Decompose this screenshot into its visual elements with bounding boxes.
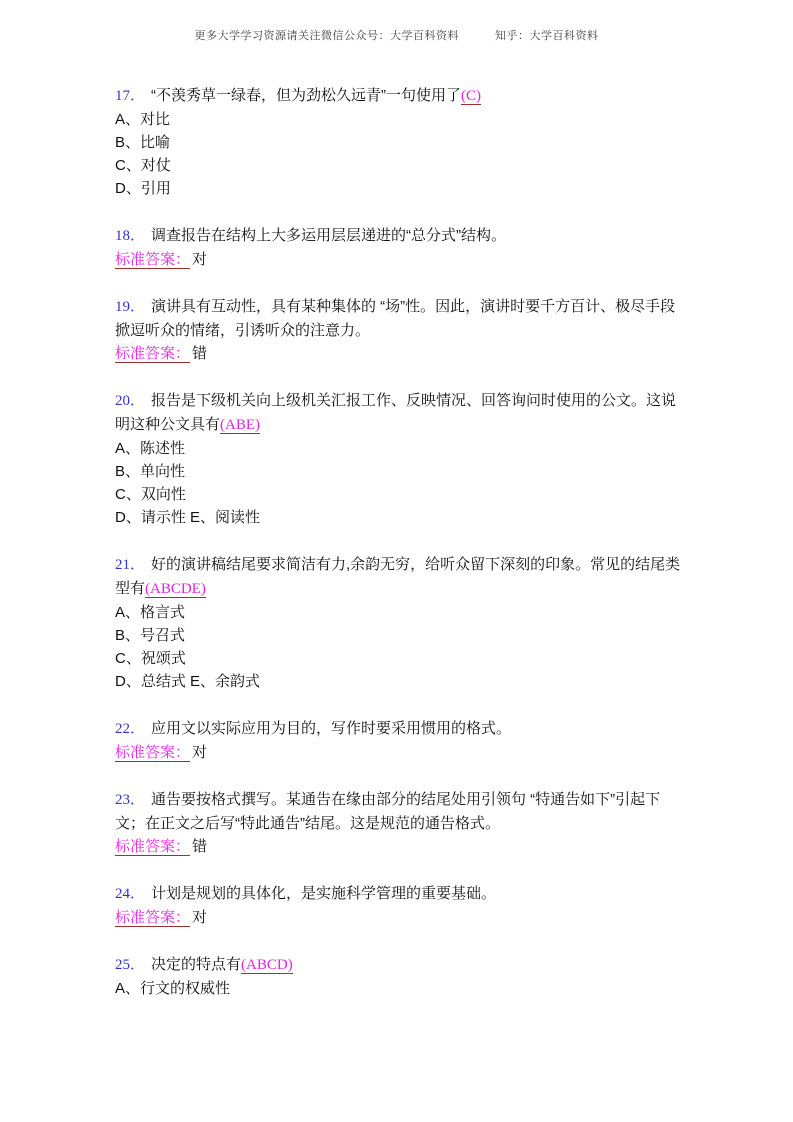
inline-answer-key: (C) bbox=[461, 88, 482, 104]
question-text: 报告是下级机关向上级机关汇报工作、反映情况、回答询问时使用的公文。这说明这种公文具有 bbox=[115, 392, 677, 433]
question-block bbox=[115, 295, 687, 365]
header-zhihu-text: 知乎：大学百科资料 bbox=[495, 30, 599, 42]
question-block bbox=[115, 84, 687, 200]
question-text: 演讲具有互动性，具有某种集体的 “场”性。因此，演讲时要千方百计、极尽手段掀逗听众的情绪，引诱听众的注意力。 bbox=[115, 298, 676, 339]
question-text: 调查报告在结构上大多运用层层递进的“总分式”结构。 bbox=[151, 227, 507, 244]
option-line: C、祝颂式 bbox=[115, 650, 186, 667]
standard-answer-value: 错 bbox=[192, 838, 208, 855]
questions-container bbox=[115, 84, 687, 1000]
question-block bbox=[115, 953, 687, 1000]
inline-answer-key: (ABE) bbox=[220, 417, 261, 433]
option-line: D、总结式 E、余韵式 bbox=[115, 673, 261, 690]
standard-answer-line bbox=[115, 835, 687, 858]
question-stem-line bbox=[115, 788, 687, 835]
option-line: C、双向性 bbox=[115, 486, 186, 503]
question-stem-line bbox=[115, 553, 687, 601]
header-promo-text: 更多大学学习资源请关注微信公众号：大学百科资料 bbox=[194, 30, 459, 42]
standard-answer-line bbox=[115, 741, 687, 764]
question-text: 计划是规划的具体化，是实施科学管理的重要基础。 bbox=[151, 885, 497, 902]
standard-answer-value: 对 bbox=[192, 744, 208, 761]
question-number: 24． bbox=[115, 886, 146, 902]
question-block bbox=[115, 224, 687, 271]
option-line: A、格言式 bbox=[115, 604, 186, 621]
option-line: A、对比 bbox=[115, 111, 171, 128]
option-line: B、单向性 bbox=[115, 463, 186, 480]
question-stem-line bbox=[115, 84, 687, 108]
standard-answer-line bbox=[115, 248, 687, 271]
standard-answer-value: 对 bbox=[192, 909, 208, 926]
question-number: 18． bbox=[115, 228, 146, 244]
standard-answer-label: 标准答案： bbox=[115, 838, 191, 855]
option-line: A、陈述性 bbox=[115, 440, 186, 457]
option-line: D、请示性 E、阅读性 bbox=[115, 509, 261, 526]
question-block bbox=[115, 788, 687, 858]
inline-answer-key: (ABCDE) bbox=[145, 581, 206, 597]
standard-answer-label: 标准答案： bbox=[115, 909, 191, 926]
question-stem-line bbox=[115, 882, 687, 906]
option-line: C、对仗 bbox=[115, 157, 171, 174]
question-block bbox=[115, 717, 687, 764]
standard-answer-label: 标准答案： bbox=[115, 744, 191, 761]
standard-answer-line bbox=[115, 342, 687, 365]
question-number: 25． bbox=[115, 957, 146, 973]
question-number: 22． bbox=[115, 721, 146, 737]
question-block bbox=[115, 882, 687, 929]
question-text: 决定的特点有 bbox=[151, 956, 242, 973]
question-text: “不羡秀草一绿春，但为劲松久远青”一句使用了 bbox=[151, 87, 462, 104]
question-number: 23． bbox=[115, 792, 146, 808]
standard-answer-line bbox=[115, 906, 687, 929]
question-stem-line bbox=[115, 224, 687, 248]
question-block bbox=[115, 389, 687, 529]
question-number: 17． bbox=[115, 88, 146, 104]
option-line: A、行文的权威性 bbox=[115, 980, 231, 997]
option-line: B、号召式 bbox=[115, 627, 186, 644]
standard-answer-label: 标准答案： bbox=[115, 345, 191, 362]
standard-answer-label: 标准答案： bbox=[115, 251, 191, 268]
question-number: 19． bbox=[115, 299, 146, 315]
question-stem-line bbox=[115, 295, 687, 342]
question-block bbox=[115, 553, 687, 693]
question-stem-line bbox=[115, 953, 687, 977]
question-number: 21． bbox=[115, 557, 146, 573]
question-stem-line bbox=[115, 717, 687, 741]
standard-answer-value: 对 bbox=[192, 251, 208, 268]
option-line: D、引用 bbox=[115, 180, 171, 197]
inline-answer-key: (ABCD) bbox=[241, 957, 293, 973]
standard-answer-value: 错 bbox=[192, 345, 208, 362]
question-stem-line bbox=[115, 389, 687, 437]
page-header bbox=[0, 0, 793, 43]
question-text: 应用文以实际应用为目的，写作时要采用惯用的格式。 bbox=[151, 720, 512, 737]
question-text: 好的演讲稿结尾要求简洁有力,余韵无穷，给听众留下深刻的印象。常见的结尾类型有 bbox=[115, 556, 681, 597]
option-line: B、比喻 bbox=[115, 134, 171, 151]
question-number: 20． bbox=[115, 393, 146, 409]
question-text: 通告要按格式撰写。某通告在缘由部分的结尾处用引领句 “特通告如下”引起下文；在正文之后写“特此通告”结尾。这是规范的通告格式。 bbox=[115, 791, 661, 832]
